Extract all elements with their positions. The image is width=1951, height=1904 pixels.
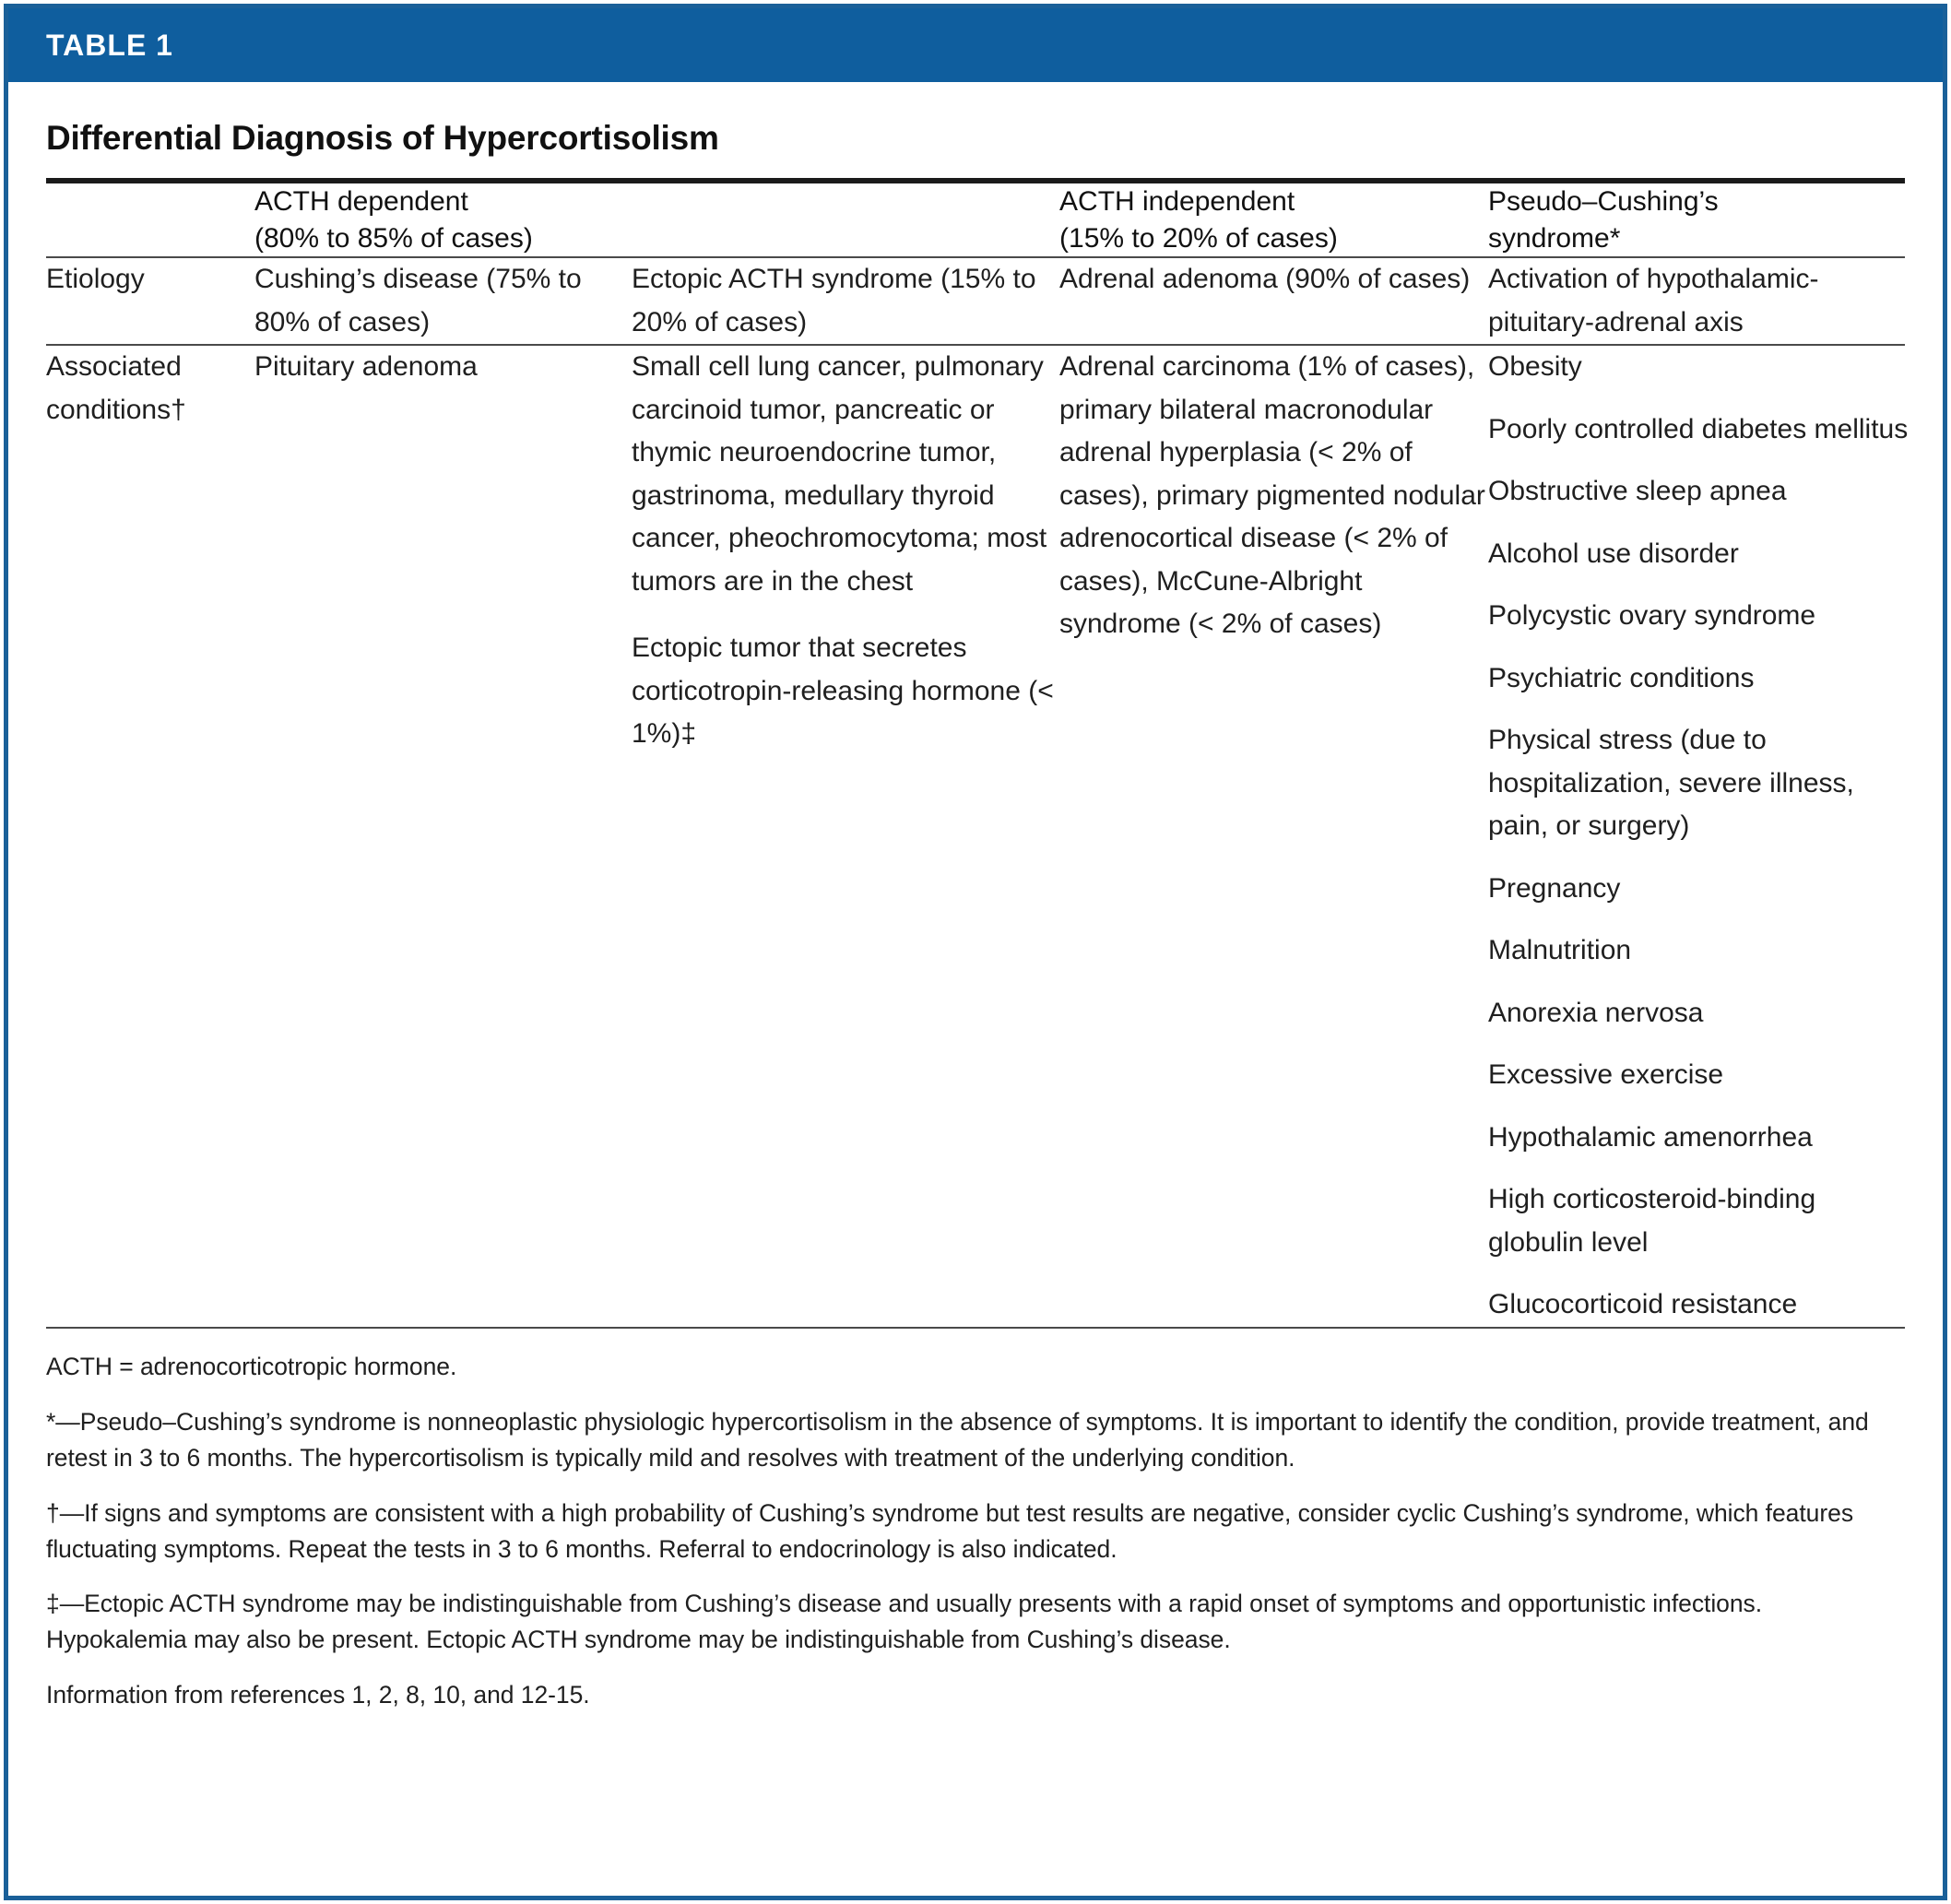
header-acth-dependent-line1: ACTH dependent bbox=[254, 186, 468, 217]
table-row-associated-grid bbox=[46, 346, 1914, 1327]
list-item: Obesity bbox=[1488, 351, 1582, 383]
header-pseudo-cushings-line2: syndrome* bbox=[1488, 222, 1621, 254]
header-acth-independent-line2: (15% to 20% of cases) bbox=[1059, 222, 1338, 254]
footnote-abbreviation: ACTH = adrenocorticotropic hormone. bbox=[46, 1352, 457, 1380]
footnotes-section bbox=[46, 1329, 1905, 1733]
cell-associated-adrenal-conditions: Adrenal carcinoma (1% of cases), primary bilateral macronodular adrenal hyperplasia (< 2% of cases), primary pigmented nodular adrenocortical disease (< 2% of cases), McCune-Albright syndrome (< 2% of cases) bbox=[1059, 351, 1485, 640]
footnote-asterisk: *—Pseudo–Cushing’s syndrome is nonneoplastic physiologic hypercortisolism in the absence of symptoms. It is important to identify the condition, provide treatment, and retest in 3 to 6 months. The hypercortisolism is typically mild and resolves with treatment of the underlying condition. bbox=[46, 1407, 1869, 1472]
list-item: Poorly controlled diabetes mellitus bbox=[1488, 413, 1909, 444]
list-item: Psychiatric conditions bbox=[1488, 662, 1755, 693]
cell-etiology-adrenal-adenoma: Adrenal adenoma (90% of cases) bbox=[1059, 264, 1471, 295]
list-item: Physical stress (due to hospitalization, severe illness, pain, or surgery) bbox=[1488, 725, 1854, 842]
cell-associated-pituitary-adenoma: Pituitary adenoma bbox=[254, 351, 478, 383]
footnote-dagger: †—If signs and symptoms are consistent with a high probability of Cushing’s syndrome but test results are negative, consider cyclic Cushing’s syndrome, which features fluctuating symptoms. Repeat the tests in 3 to 6 months. Referral to endocrinology is also indicated. bbox=[46, 1498, 1854, 1563]
ectopic-tumor-list-paragraph: Small cell lung cancer, pulmonary carcinoid tumor, pancreatic or thymic neuroendocrine tumor, gastrinoma, medullary thyroid cancer, pheochromocytoma; most tumors are in the chest bbox=[632, 351, 1047, 597]
header-acth-independent bbox=[1059, 183, 1488, 256]
list-item: Alcohol use disorder bbox=[1488, 538, 1739, 569]
list-item: Malnutrition bbox=[1488, 935, 1632, 966]
cell-associated-pseudo-cushings-list bbox=[1488, 346, 1914, 1327]
list-item: Obstructive sleep apnea bbox=[1488, 476, 1787, 507]
footnote-double-dagger: ‡—Ectopic ACTH syndrome may be indistinguishable from Cushing’s disease and usually presents with a rapid onset of symptoms and opportunistic infections. Hypokalemia may also be present. Ectopic ACTH syndrome may be indistinguishable from Cushing’s disease. bbox=[46, 1590, 1763, 1654]
header-acth-dependent-line2: (80% to 85% of cases) bbox=[254, 222, 533, 254]
header-pseudo-cushings-line1: Pseudo–Cushing’s bbox=[1488, 186, 1719, 217]
table-row-etiology-grid bbox=[46, 258, 1914, 344]
header-pseudo-cushings bbox=[1488, 183, 1914, 256]
ectopic-crh-tumor-paragraph: Ectopic tumor that secretes corticotropin-releasing hormone (< 1%)‡ bbox=[632, 633, 1054, 750]
row-label-etiology: Etiology bbox=[46, 264, 145, 295]
header-acth-independent-line1: ACTH independent bbox=[1059, 186, 1295, 217]
list-item: High corticosteroid-binding globulin level bbox=[1488, 1184, 1816, 1258]
cell-etiology-cushings-disease: Cushing’s disease (75% to 80% of cases) bbox=[254, 264, 582, 337]
list-item: Polycystic ovary syndrome bbox=[1488, 600, 1816, 632]
differential-diagnosis-table bbox=[46, 183, 1914, 256]
list-item: Hypothalamic amenorrhea bbox=[1488, 1121, 1813, 1153]
table-header-row bbox=[46, 183, 1914, 256]
list-item: Glucocorticoid resistance bbox=[1488, 1289, 1798, 1320]
table-body bbox=[8, 82, 1943, 1732]
table-number-label: TABLE 1 bbox=[46, 28, 173, 62]
cell-associated-ectopic-tumors bbox=[632, 346, 1059, 1327]
table-row bbox=[46, 258, 1914, 344]
table-title: Differential Diagnosis of Hypercortisolism bbox=[46, 119, 719, 157]
header-acth-dependent bbox=[254, 183, 1059, 256]
header-rowlabel-blank bbox=[46, 183, 254, 256]
list-item: Anorexia nervosa bbox=[1488, 997, 1704, 1028]
table-banner bbox=[8, 8, 1943, 82]
table-row bbox=[46, 346, 1914, 1327]
list-item: Pregnancy bbox=[1488, 872, 1621, 904]
cell-etiology-ectopic-acth-syndrome: Ectopic ACTH syndrome (15% to 20% of cases) bbox=[632, 264, 1036, 337]
row-label-associated-conditions: Associated conditions† bbox=[46, 351, 186, 425]
table-container bbox=[4, 4, 1947, 1900]
list-item: Excessive exercise bbox=[1488, 1059, 1724, 1091]
footnote-references: Information from references 1, 2, 8, 10, and 12-15. bbox=[46, 1681, 590, 1709]
cell-etiology-hpa-activation: Activation of hypothalamic-pituitary-adrenal axis bbox=[1488, 264, 1819, 337]
